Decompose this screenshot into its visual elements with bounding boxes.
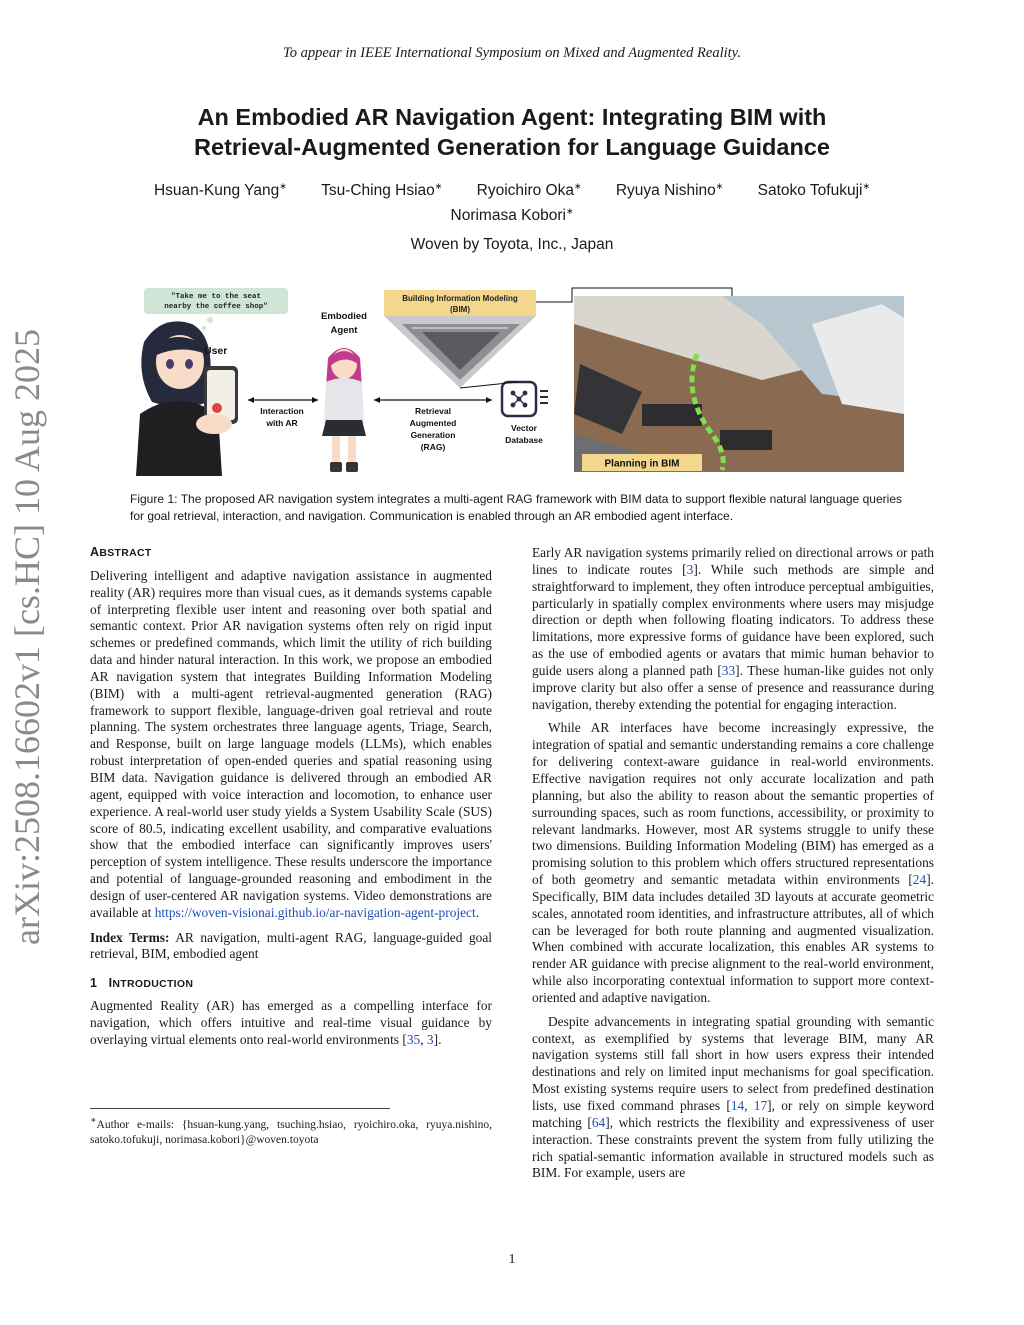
- left-column: [90, 544, 492, 1049]
- figure-caption: Figure 1: The proposed AR navigation system integrates a multi-agent RAG framework with BIM data to support flexible natural language queries for goal retrieval, interaction, and navigation. Communication is enabled through an AR embodied agent interface.: [130, 492, 902, 523]
- agent-label-2: Agent: [330, 325, 358, 336]
- author: Ryoichiro Oka∗: [476, 181, 582, 200]
- speech-text-2: nearby the coffee shop": [164, 303, 268, 311]
- title-line-2: Retrieval-Augmented Generation for Language Guidance: [194, 134, 830, 160]
- rag-label-2: Augmented: [409, 418, 457, 428]
- citation[interactable]: 3: [686, 561, 694, 577]
- citation[interactable]: 3: [426, 1031, 434, 1047]
- introduction-heading: 1 INTRODUCTION: [90, 976, 194, 991]
- interaction-label-2: with AR: [266, 418, 298, 428]
- affiliation: Woven by Toyota, Inc., Japan: [410, 236, 614, 253]
- rag-label-3: Generation: [410, 430, 456, 440]
- figure-1: [122, 284, 908, 476]
- rag-label-4: (RAG): [420, 442, 446, 452]
- vector-database-icon: [502, 382, 548, 416]
- title-line-1: An Embodied AR Navigation Agent: Integrating BIM with: [197, 104, 827, 130]
- citation[interactable]: 24: [912, 872, 927, 888]
- interaction-label-1: Interaction: [260, 406, 304, 416]
- paper-title: [100, 102, 924, 162]
- vector-label-2: Database: [505, 435, 543, 445]
- planning-label: Planning in BIM: [604, 458, 680, 470]
- author: Norimasa Kobori∗: [450, 206, 574, 225]
- project-link[interactable]: https://woven-visionai.github.io/ar-navigation-agent-project: [154, 904, 476, 920]
- arxiv-stamp: arXiv:2508.16602v1 [cs.HC] 10 Aug 2025: [7, 329, 47, 945]
- page-number: 1: [508, 1252, 516, 1267]
- vector-label-1: Vector: [511, 423, 537, 433]
- citation[interactable]: 14: [730, 1098, 745, 1113]
- author-list: [90, 176, 934, 226]
- index-terms: Index Terms: AR navigation, multi-agent RAG, language-guided goal retrieval, BIM, embodied agent: [90, 929, 492, 962]
- citation[interactable]: 35: [406, 1031, 421, 1047]
- citation[interactable]: 64: [591, 1114, 606, 1130]
- author: Ryuya Nishino∗: [615, 181, 724, 200]
- user-label: User: [204, 345, 228, 357]
- abstract-heading: ABSTRACT: [90, 545, 152, 559]
- rag-arrow: [374, 397, 492, 403]
- author: Tsu-Ching Hsiao∗: [321, 181, 443, 200]
- right-paragraph-3: Despite advancements in integrating spatial grounding with semantic context, as exemplified by systems that leverage BIM, many AR navigation systems still fall short in how users express their intended destinations and rely on limited input mechanisms for goal specification. Most existing systems require users to select from predefined destination lists, use fixed command phrases [14, 17], or rely on simple keyword matching [64], which restricts the flexibility and expressiveness of user interaction. These constraints prevent the system from fully utilizing the rich spatial-semantic information available in structured models such as BIM. For example, users are: [532, 1013, 934, 1181]
- footnote: ∗Author e-mails: {hsuan-kung.yang, tsuching.hsiao, ryoichiro.oka, ryuya.nishino, satoko.tofukuji, norimasa.kobori}@woven.toyota: [90, 1115, 492, 1146]
- venue-header: To appear in IEEE International Symposium on Mixed and Augmented Reality.: [283, 45, 741, 61]
- bim-label-1: Building Information Modeling: [402, 294, 518, 303]
- bim-label-2: (BIM): [450, 305, 470, 314]
- speech-text-1: "Take me to the seat: [170, 293, 262, 301]
- abstract-text: Delivering intelligent and adaptive navigation assistance in augmented reality (AR) requires more than visual cues, as it demands systems capable of interpreting flexible user intent and reasoning over both spatial and semantic context. Prior AR navigation systems often rely on rigid input schemes or predefined commands, which limit the utility of rich building data and hinder natural interaction. In this work, we propose an embodied AR navigation system that integrates Building Information Modeling (BIM) with a multi-agent retrieval-augmented generation (RAG) framework to support flexible, language-driven goal retrieval and route planning. The system orchestrates three language agents, Triage, Search, and Response, built on large language models (LLMs), which enables robust interpretation of open-ended queries and spatial reasoning using BIM data. Navigation guidance is delivered through an embodied AR agent, equipped with voice interaction and locomotion, to enhance user experience. A real-world user study yields a System Usability Scale (SUS) score of 80.5, indicating excellent usability, and comparative evaluations show that the embodied interface can significantly improves users' perception of system intelligence. These results underscore the importance and potential of language-grounded reasoning and embodiment in the design of user-centered AR navigation systems. Video demonstrations are available at https://woven-visionai.github.io/ar-navigation-agent-project.: [90, 567, 492, 920]
- agent-label-1: Embodied: [321, 311, 367, 322]
- author: Satoko Tofukuji∗: [757, 181, 871, 200]
- citation[interactable]: 33: [721, 662, 736, 678]
- citation[interactable]: 17: [753, 1098, 768, 1113]
- rag-label-1: Retrieval: [415, 406, 451, 416]
- interaction-arrow: [248, 397, 318, 403]
- footnote-rule: [90, 1108, 390, 1109]
- intro-paragraph-1: Augmented Reality (AR) has emerged as a compelling interface for navigation, which offers intuitive and real-time visual guidance by overlaying virtual elements onto real-world environments [35, 3].: [90, 998, 492, 1047]
- right-column: [532, 545, 934, 1182]
- right-paragraph-2: While AR interfaces have become increasingly expressive, the integration of spatial and semantic understanding remains a core challenge for delivering context-aware guidance in real-world environments. Effective navigation requires not only accurate localization and path planning, but also the ability to reason about the semantic properties of surrounding spaces, such as room functions, accessibility, or proximity to relevant landmarks. However, most AR systems struggle to unify these two dimensions. Building Information Modeling (BIM) has emerged as a promising solution to this problem which offers structured representations of both geometry and semantic metadata within environments [24]. Specifically, BIM data includes detailed 3D layouts at accurate geometric scales, annotated room identities, and infrastructure attributes, all of which can be leveraged for both route planning and augmented visualization. When combined with accurate localization, this enables AR systems to render AR guidance with precise alignment to the real-world environment, while also incorporating contextual information to support more context-oriented and adaptive navigation.: [532, 720, 934, 1005]
- planning-render-image: [574, 296, 904, 472]
- author: Hsuan-Kung Yang∗: [153, 181, 287, 200]
- right-paragraph-1: Early AR navigation systems primarily relied on directional arrows or path lines to indicate routes [3]. While such methods are simple and straightforward to implement, they often introduce perceptual ambiguities, particularly in spatially complex environments where users may misjudge direction or depth when following floating indicators. To address these limitations, more expressive forms of guidance have been explored, such as the use of embodied agents or avatars that mimic human behavior to guide users along a planned path [33]. These human-like guides not only improve clarity but also offer a sense of presence and reassurance during navigation, thereby extending the potential for engaging interaction.: [532, 545, 934, 712]
- embodied-agent-illustration: [322, 348, 366, 472]
